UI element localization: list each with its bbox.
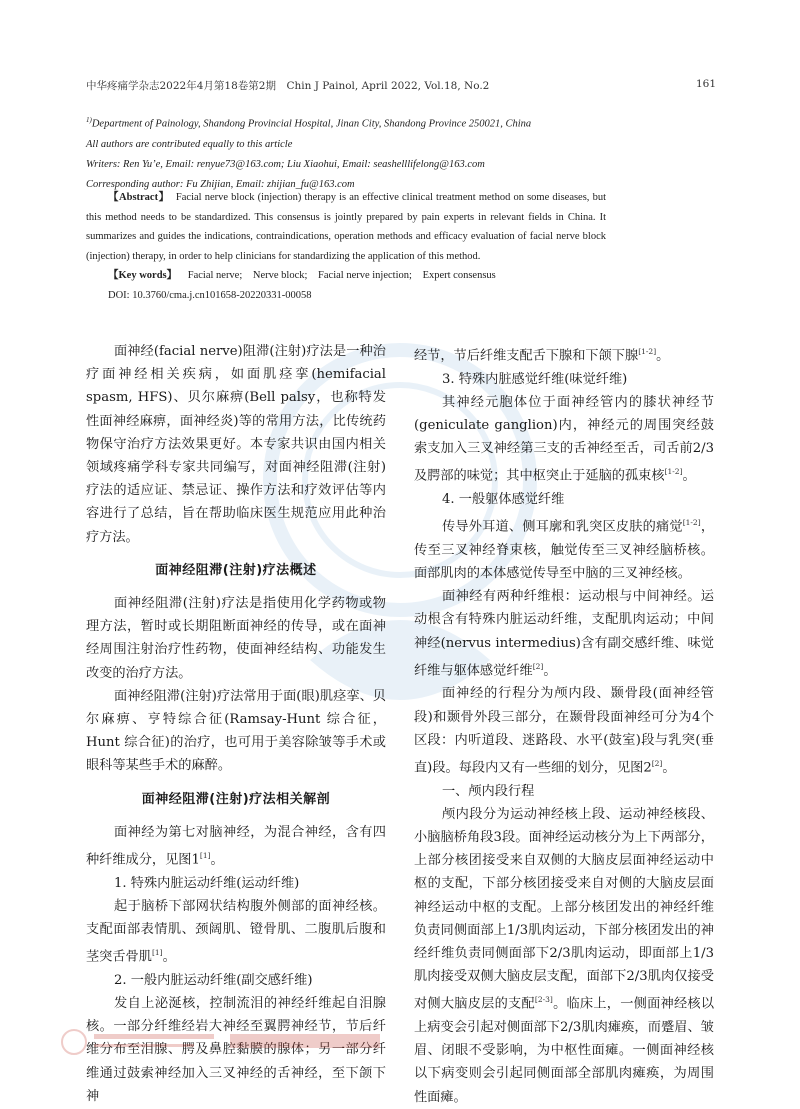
writers: Writers: Ren Yu’e, Email: renyue73@163.com; Liu Xiaohui, Email: seashelllifelong@163.com	[86, 158, 485, 170]
body-text: 颅内段分为运动神经核上段、运动神经核段、小脑脑桥角段3段。面神经运动核分为上下两部分，上部分核团接受来自双侧的大脑皮层面神经运动中枢的支配，下部分核团接受来自对侧的大脑皮层面神经运动中枢的支配。上部分核团发出的神经纤维负责同侧面部上1/3肌肉运动，下部分核团发出的神经纤维负责同侧面部下2/3肌肉运动，即面部上1/3肌肉接受双侧大脑皮层支配，面部下2/3肌肉仅接受对侧大脑皮层的支配	[414, 806, 714, 1012]
affiliation-mark: 1)	[86, 116, 92, 124]
body-text: 。	[662, 760, 676, 776]
keyword-item: Nerve block;	[252, 270, 308, 281]
keywords	[86, 266, 606, 286]
subheading: 4. 一般躯体感觉纤维	[442, 492, 565, 507]
abstract-text: Facial nerve block (injection) therapy is an effective clinical treatment method on some diseases, but this method needs to be standardized. This consensus is jointly prepared by pain experts in relevant fields in China. It summarizes and guides the indications, contraindications, operation methods and efficacy evaluation of facial nerve block (injection) therapy, in order to help clinicians for standardizing the application of this method.	[86, 192, 606, 262]
affiliation-text: Department of Painology, Shandong Provincial Hospital, Jinan City, Shandong Province 250021, China	[91, 118, 532, 130]
corresponding-author: Corresponding author: Fu Zhijian, Email: zhijian_fu@163.com	[86, 178, 355, 190]
body-text: 。	[543, 663, 557, 679]
abstract-block	[86, 188, 606, 305]
right-column	[414, 340, 714, 1109]
citation-ref: [1-2]	[682, 518, 701, 528]
section-heading-anatomy: 面神经阻滞(注射)疗法相关解剖	[141, 791, 331, 807]
running-head	[86, 78, 716, 93]
keyword-item: Facial nerve injection;	[318, 270, 412, 281]
abstract-label: 【Abstract】	[108, 192, 170, 203]
journal-citation: 中华疼痛学杂志2022年4月第18卷第2期 Chin J Painol, April 2022, Vol.18, No.2	[86, 80, 490, 92]
body-paragraph	[414, 682, 714, 779]
citation-ref: [1]	[199, 851, 211, 861]
body-text: 面神经的行程分为颅内段、颞骨段(面神经管段)和颞骨外段三部分，在颞骨段面神经可分为4个区段：内听道段、迷路段、水平(鼓室)段与乳突(垂直)段。每段内又有一些细的划分，见图2	[414, 686, 714, 776]
body-text: 。	[682, 468, 696, 484]
left-column	[86, 340, 386, 1108]
body-text: 。临床上，一侧面神经核以上病变会引起对侧面部下2/3肌肉瘫痪，而蹙眉、皱眉、闭眼不受影响，为中枢性面瘫。一侧面神经核以下病变则会引起同侧面部全部肌肉瘫痪，为周围性面瘫。	[414, 996, 715, 1105]
citation-ref: [2]	[532, 661, 544, 671]
citation-ref: [2-3]	[534, 995, 553, 1005]
body-paragraph: 面神经阻滞(注射)疗法常用于面(眼)肌痉挛、贝尔麻痹、亨特综合征(Ramsay-Hunt 综合征，Hunt 综合征)的治疗，也可用于美容除皱等手术或眼科等某些手术的麻醉。	[86, 688, 386, 774]
section-heading-overview: 面神经阻滞(注射)疗法概述	[155, 562, 317, 578]
body-text: 。	[162, 949, 176, 965]
citation-ref: [1]	[151, 948, 163, 958]
body-paragraph	[414, 391, 714, 488]
doi: DOI: 10.3760/cma.j.cn101658-20220331-00058	[108, 289, 312, 301]
abstract	[86, 188, 606, 266]
equal-contribution: All authors are contributed equally to this article	[86, 138, 293, 150]
body-paragraph	[86, 821, 386, 872]
affiliation	[86, 110, 606, 135]
citation-ref: [1-2]	[664, 467, 683, 477]
subheading: 一、颅内段行程	[442, 783, 535, 799]
citation-ref: [2]	[651, 759, 663, 769]
subheading: 2. 一般内脏运动纤维(副交感纤维)	[114, 972, 313, 988]
body-text: 传导外耳道、侧耳廓和乳突区皮肤的痛觉	[442, 519, 683, 535]
body-text: ，传至三叉神经脊束核，触觉传至三叉神经脑桥核。面部肌肉的本体感觉传导至中脑的三叉神经核。	[414, 519, 715, 581]
body-text: 。	[656, 348, 670, 364]
keywords-label: 【Key words】	[108, 270, 178, 281]
keyword-item: Expert consensus	[422, 270, 496, 281]
citation-ref: [1-2]	[638, 347, 657, 356]
page-number: 161	[695, 78, 716, 90]
body-paragraph: 面神经阻滞(注射)疗法是指使用化学药物或物理方法，暂时或长期阻断面神经的传导，或在面神经周围注射治疗性药物，使面神经结构、功能发生改变的治疗方法。	[86, 596, 386, 681]
body-paragraph	[86, 895, 386, 969]
body-text: 。	[210, 852, 224, 868]
body-text: 面神经为第七对脑神经，为混合神经，含有四种纤维成分，见图1	[86, 824, 386, 868]
body-text: 起于脑桥下部网状结构腹外侧部的面神经核。支配面部表情肌、颈阔肌、镫骨肌、二腹肌后腹和茎突舌骨肌	[86, 898, 386, 965]
keyword-item: Facial nerve;	[187, 270, 243, 281]
body-paragraph: 发自上泌涎核，控制流泪的神经纤维起自泪腺核。一部分纤维经岩大神经至翼腭神经节，节后纤维分布至泪腺、腭及鼻腔黏膜的腺体；另一部分纤维通过鼓索神经加入三叉神经的舌神经，至下颌下神	[86, 996, 386, 1104]
body-paragraph	[414, 340, 714, 368]
subheading: 3. 特殊内脏感觉纤维(味觉纤维)	[442, 371, 628, 387]
body-text: 面神经有两种纤维根：运动根与中间神经。运动根含有特殊内脏运动纤维，支配肌肉运动；中间神经(nervus intermedius)含有副交感纤维、味觉纤维与躯体感觉纤维	[414, 589, 714, 679]
body-paragraph	[414, 585, 714, 682]
body-text: 其神经元胞体位于面神经管内的膝状神经节(geniculate ganglion)内，神经元的周围突经鼓索支加入三叉神经第三支的舌神经至舌，司舌前2/3及腭部的味觉；其中枢突止于延脑的孤束核	[414, 394, 714, 484]
subheading: 1. 特殊内脏运动纤维(运动纤维)	[114, 875, 300, 891]
body-paragraph	[414, 511, 714, 585]
body-paragraph	[414, 803, 714, 1109]
body-text: 经节，节后纤维支配舌下腺和下颌下腺	[414, 348, 639, 364]
intro-paragraph: 面神经(facial nerve)阻滞(注射)疗法是一种治疗面神经相关疾病，如面肌痉挛(hemifacial spasm, HFS)、贝尔麻痹(Bell palsy，也称特发性面神经麻痹，面神经炎)等的常用方法，比传统药物保守治疗方法效果更好。本专家共识由国内相关领域疼痛学科专家共同编写，对面神经阻滞(注射)疗法的适应证、禁忌证、操作方法和疗效评估等内容进行了总结，旨在帮助临床医生规范应用此种治疗方法。	[86, 344, 386, 545]
front-matter	[86, 110, 606, 195]
publisher-logo	[60, 1028, 400, 1056]
